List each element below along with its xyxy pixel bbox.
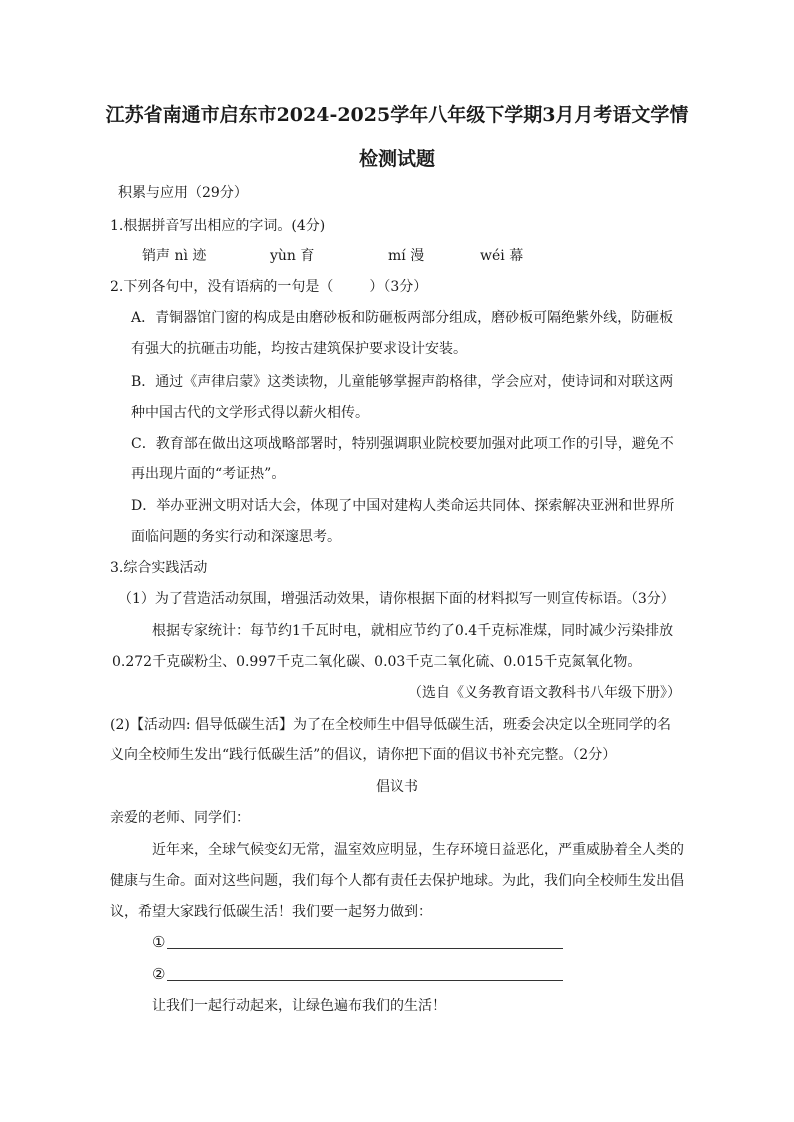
q2-option-d-line1: D．举办亚洲文明对话大会，体现了中国对建构人类命运共同体、探索解决亚洲和世界所 <box>131 498 675 514</box>
letter-body-line3: 议，希望大家践行低碳生活！我们要一起努力做到： <box>110 904 432 920</box>
q3-sub1-stem: （1）为了营造活动氛围，增强活动效果，请你根据下面的材料拟写一则宣传标语。（3分） <box>118 591 675 607</box>
q3-stem: 3.综合实践活动 <box>110 560 208 576</box>
q3-sub2-stem-line1: (2)【活动四: 倡导低碳生活】为了在全校师生中倡导低碳生活，班委会决定以全班同学的名 <box>110 717 671 733</box>
exam-title-line2: 检测试题 <box>358 148 435 170</box>
q1-item-2: yùn 育 <box>270 248 315 264</box>
letter-closing: 让我们一起行动起来，让绿色遍布我们的生活！ <box>152 998 446 1014</box>
q2-option-c-line2: 再出现片面的“考证热”。 <box>131 466 286 482</box>
q2-stem <box>110 277 427 297</box>
blank-number-1: ① <box>152 933 166 951</box>
q1-item-4: wéi 幕 <box>480 248 524 264</box>
letter-heading: 倡议书 <box>376 779 418 795</box>
answer-line-1[interactable] <box>167 948 563 949</box>
letter-blank-1[interactable] <box>152 932 563 952</box>
q3-sub2-stem-line2: 义向全校师生发出“践行低碳生活”的倡议，请你把下面的倡议书补充完整。（2分） <box>110 747 617 763</box>
letter-body-line2: 健康与生命。面对这些问题，我们每个人都有责任去保护地球。为此，我们向全校师生发出倡 <box>110 873 684 889</box>
answer-line-2[interactable] <box>167 980 563 981</box>
q2-option-a-line2: 有强大的抗砸击功能，均按古建筑保护要求设计安装。 <box>131 341 467 357</box>
q1-item-1: 销声 nì 迹 <box>142 248 207 264</box>
q2-option-c-line1: C．教育部在做出这项战略部署时，特别强调职业院校要加强对此项工作的引导，避免不 <box>131 436 674 452</box>
q3-material-line2: 0.272千克碳粉尘、0.997千克二氧化碳、0.03千克二氧化硫、0.015千克氮氧化物。 <box>112 654 642 670</box>
letter-blank-2[interactable] <box>152 964 563 984</box>
q3-material-source: （选自《义务教育语文教科书八年级下册》） <box>408 685 681 701</box>
q2-option-b-line2: 种中国古代的文学形式得以薪火相传。 <box>131 405 369 421</box>
q1-stem: 1.根据拼音写出相应的字词。(4分) <box>110 218 326 234</box>
q2-option-b-line1: B．通过《声律启蒙》这类读物，儿童能够掌握声韵格律，学会应对，使诗词和对联这两 <box>131 374 674 390</box>
q2-stem-before: 2.下列各句中，没有语病的一句是（ <box>110 279 334 295</box>
q2-stem-after: ）（3分） <box>369 279 428 295</box>
letter-body-line1: 近年来，全球气候变幻无常，温室效应明显，生存环境日益恶化，严重威胁着全人类的 <box>152 842 684 858</box>
q2-option-d-line2: 面临问题的务实行动和深邃思考。 <box>131 529 341 545</box>
q1-item-3: mí 漫 <box>388 248 425 264</box>
blank-number-2: ② <box>152 965 166 983</box>
exam-title-line1: 江苏省南通市启东市2024-2025学年八年级下学期3月月考语文学情 <box>105 104 689 126</box>
q2-option-a-line1: A．青铜器馆门窗的构成是由磨砂板和防砸板两部分组成，磨砂板可隔绝紫外线，防砸板 <box>131 310 674 326</box>
q3-material-line1: 根据专家统计：每节约1千瓦时电，就相应节约了0.4千克标准煤，同时减少污染排放 <box>152 623 674 639</box>
section-heading: 积累与应用（29分） <box>118 185 248 201</box>
letter-greeting: 亲爱的老师、同学们： <box>110 810 250 826</box>
